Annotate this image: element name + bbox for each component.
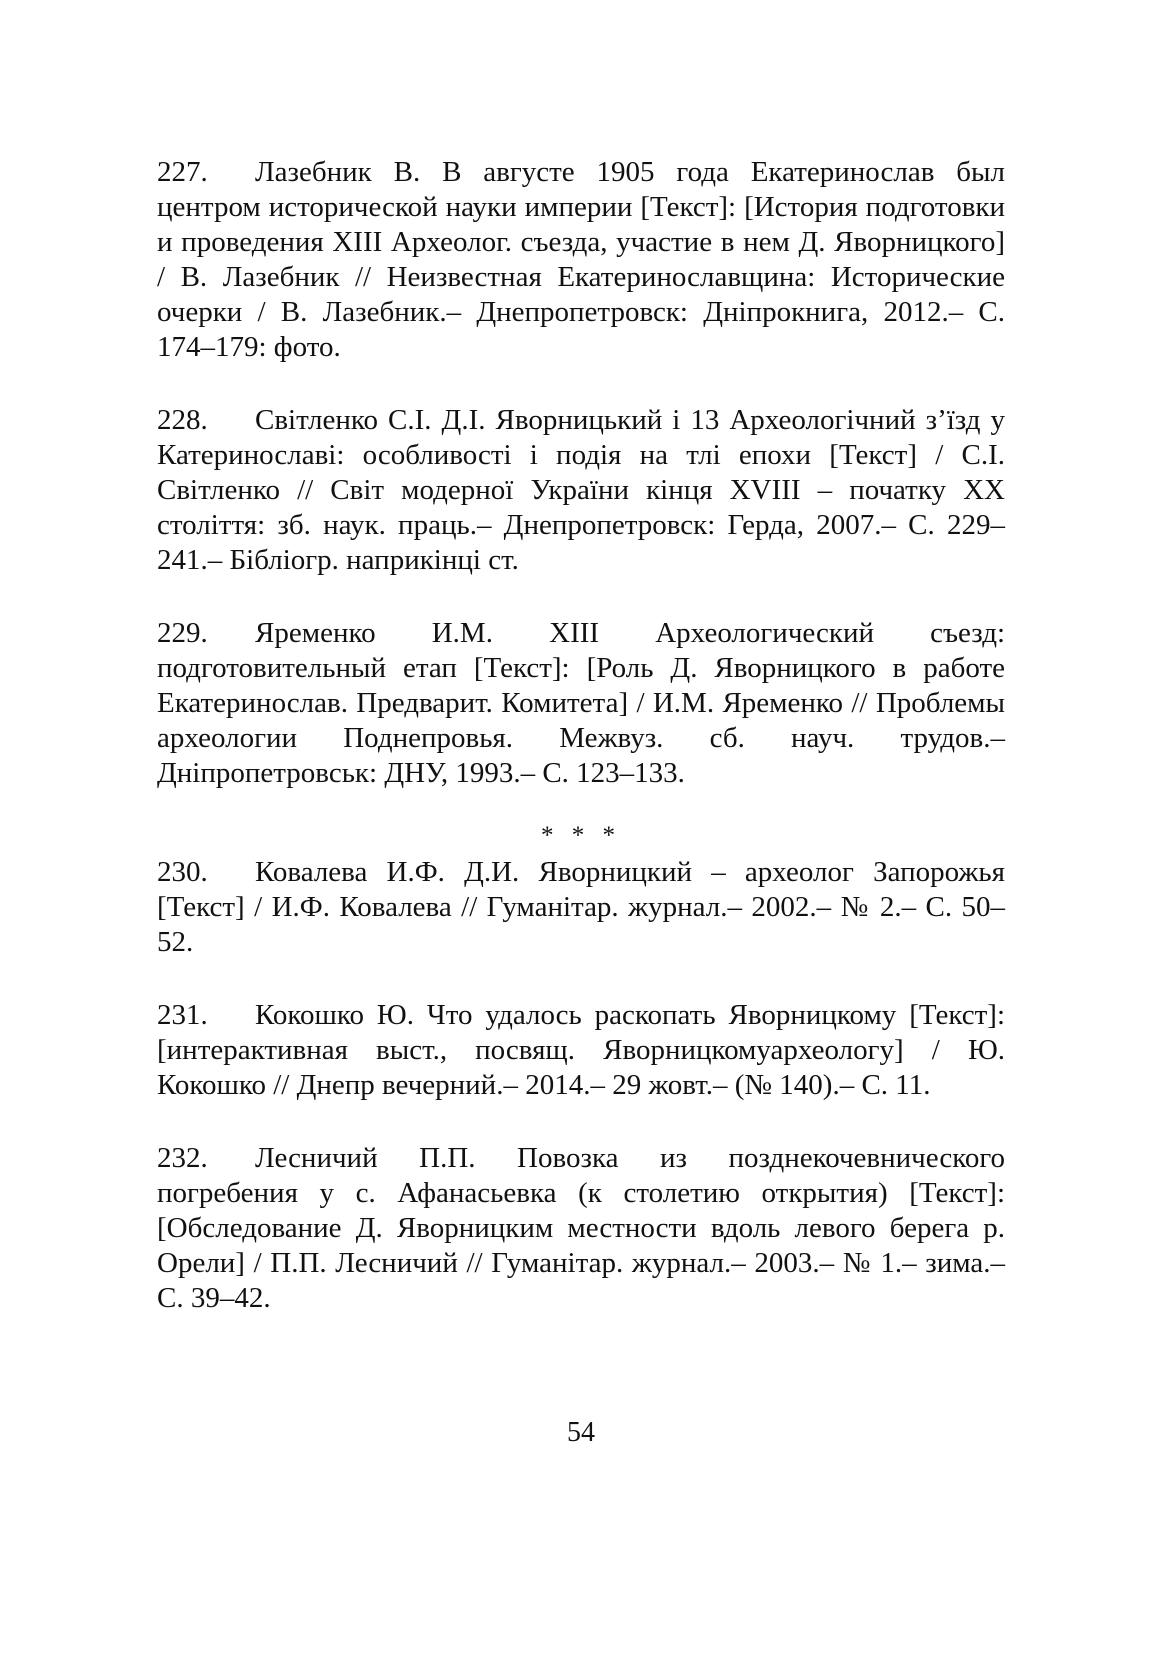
entry-text: Яременко И.М. XIII Археологический съезд: подготовительный етап [Текст]: [Роль Д. Яворницкого в работе Екатеринослав. Предварит. Комитета] / И.М. Яременко // Проблемы археологии Поднепровья. Межвуз. сб. науч. трудов.– Дніпропетровськ: ДНУ, 1993.– С. 123–133.	[157, 617, 1005, 789]
entry-number: 227.	[157, 156, 208, 188]
entry-number: 230.	[157, 856, 208, 888]
page-number: 54	[567, 1417, 595, 1448]
entry-text: Світленко С.І. Д.І. Яворницький і 13 Археологічний з’їзд у Катеринославі: особливості і подія на тлі епохи [Текст] / С.І. Світленко // Світ модерної України кінця XVIII – початку XX століття: зб. наук. праць.– Днепропетровск: Герда, 2007.– С. 229–241.– Бібліогр. наприкінці ст.	[157, 404, 1005, 576]
entry-number: 229.	[157, 617, 208, 649]
bibliography-entry	[157, 855, 1005, 960]
entry-number: 231.	[157, 999, 208, 1031]
bibliography-entry	[157, 1141, 1005, 1316]
bibliography-list	[157, 155, 1005, 1354]
bibliography-entry	[157, 403, 1005, 578]
bibliography-entry	[157, 155, 1005, 365]
section-separator: * * *	[541, 822, 621, 849]
bibliography-entry	[157, 616, 1005, 791]
entry-text: Кокошко Ю. Что удалось раскопать Яворницкому [Текст]: [интерактивная выст., посвящ. Яворницкомуархеологу] / Ю. Кокошко // Днепр вечерний.– 2014.– 29 жовт.– (№ 140).– С. 11.	[157, 999, 1005, 1101]
bibliography-entry	[157, 998, 1005, 1103]
entry-number: 232.	[157, 1142, 208, 1174]
entry-text: Лесничий П.П. Повозка из позднекочевнического погребения у с. Афанасьевка (к столетию открытия) [Текст]: [Обследование Д. Яворницким местности вдоль левого берега р. Орели] / П.П. Лесничий // Гуманітар. журнал.– 2003.– № 1.– зима.– С. 39–42.	[157, 1142, 1005, 1314]
entry-text: Ковалева И.Ф. Д.И. Яворницкий – археолог Запорожья [Текст] / И.Ф. Ковалева // Гуманітар. журнал.– 2002.– № 2.– С. 50–52.	[157, 856, 1005, 958]
entry-text: Лазебник В. В августе 1905 года Екатеринослав был центром исторической науки империи [Текст]: [История подготовки и проведения XIII Археолог. съезда, участие в нем Д. Яворницкого] / В. Лазебник // Неизвестная Екатеринославщина: Исторические очерки / В. Лазебник.– Днепропетровск: Дніпрокнига, 2012.– С. 174–179: фото.	[157, 156, 1005, 363]
entry-number: 228.	[157, 404, 208, 436]
